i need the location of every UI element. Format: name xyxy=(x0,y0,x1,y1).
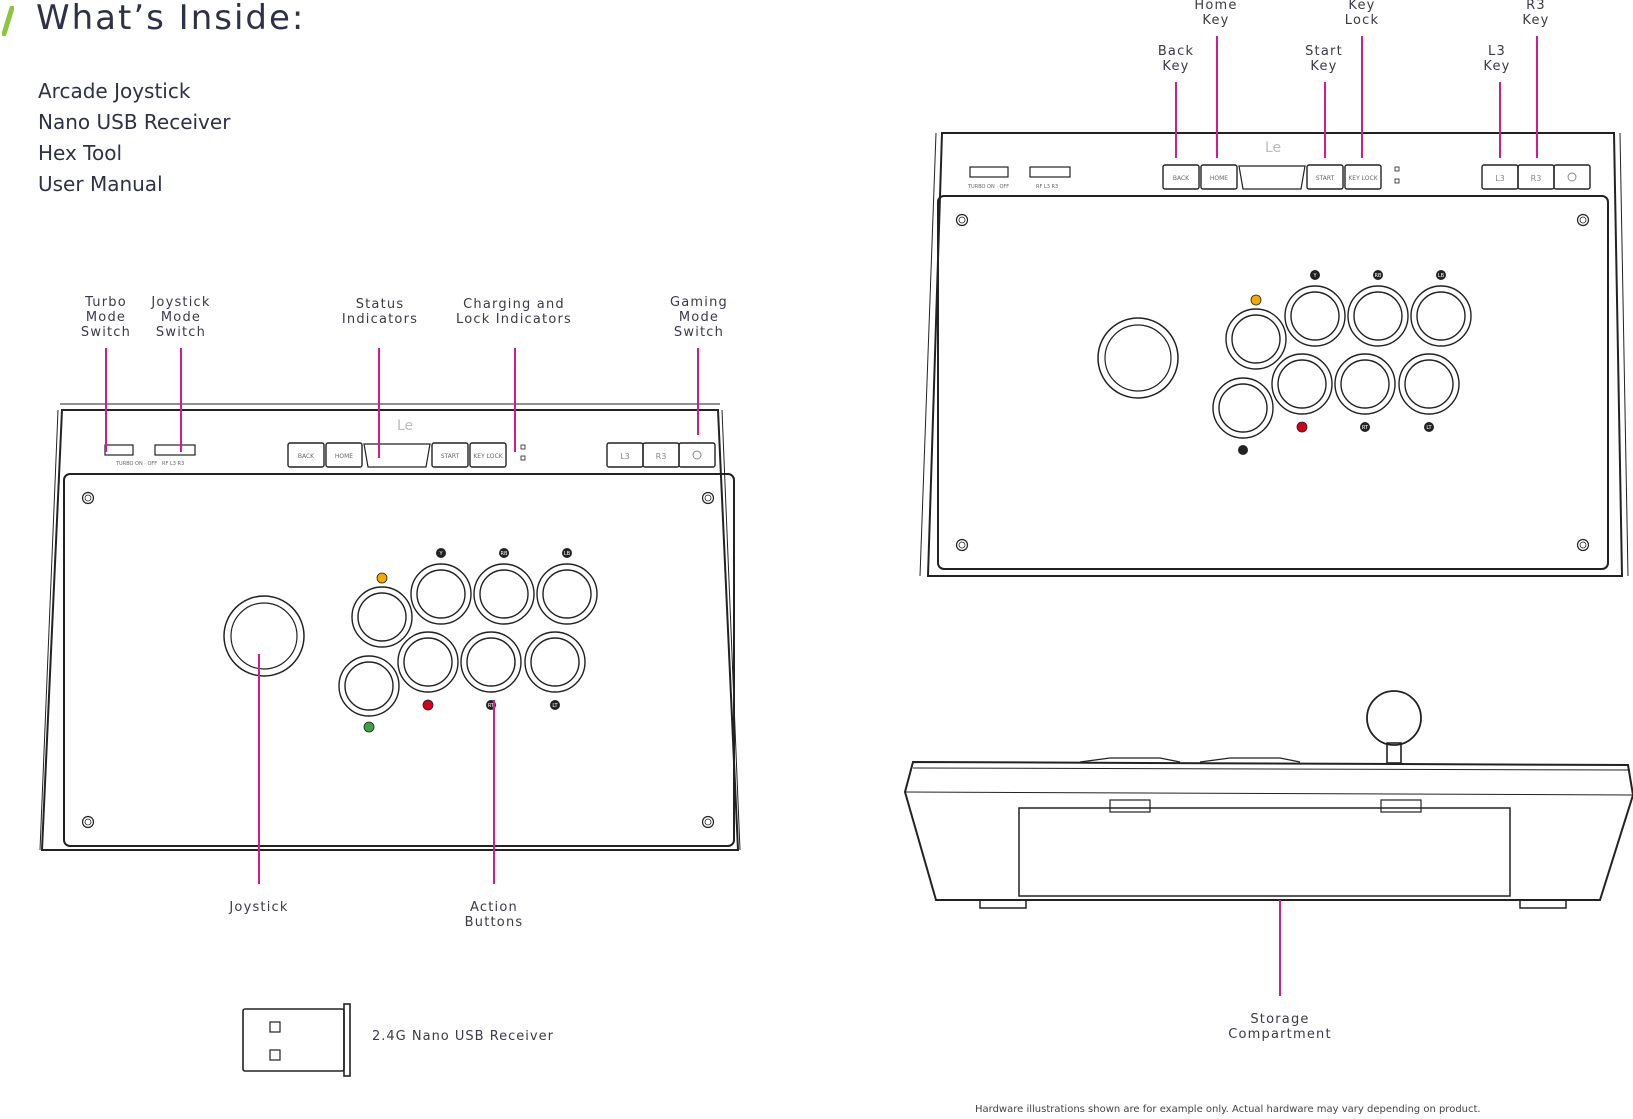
turbo-mode-switch-label: Turbo Mode Switch xyxy=(80,295,132,340)
r3-key-callout: R3 Key xyxy=(1522,0,1550,28)
start-key-label: START xyxy=(440,453,460,460)
list-item: Arcade Joystick xyxy=(38,79,191,103)
r3-key-label: R3 xyxy=(655,452,667,461)
start-key-label: START xyxy=(1315,175,1335,182)
r3-key-label: R3 xyxy=(1530,174,1542,183)
list-item: Hex Tool xyxy=(38,141,123,165)
list-item: User Manual xyxy=(38,172,163,196)
l3-key-callout: L3 Key xyxy=(1483,44,1511,74)
page-title: What’s Inside: xyxy=(36,0,306,38)
usb-receiver-icon xyxy=(243,1004,350,1076)
y-label: Y xyxy=(439,551,443,557)
charging-lock-indicators-label: Charging and Lock Indicators xyxy=(456,297,572,327)
side-view-joystick xyxy=(905,691,1633,908)
back-key-callout: Back Key xyxy=(1157,44,1195,74)
rb-label: RB xyxy=(500,551,508,557)
front-view-joystick xyxy=(40,404,740,850)
joystick-label: Joystick xyxy=(229,900,289,915)
key-lock-label: KEY LOCK xyxy=(1348,175,1378,182)
top-callout-lines xyxy=(1176,36,1537,158)
svg-text:TURBO ON · OFF: TURBO ON · OFF xyxy=(968,184,1010,190)
status-indicators-label: Status Indicators xyxy=(341,297,419,327)
lt-label: LT xyxy=(1426,425,1432,431)
lb-label: LB xyxy=(563,551,571,557)
lt-label: LT xyxy=(552,703,558,709)
y-label: Y xyxy=(1313,273,1317,279)
l3-key-label: L3 xyxy=(620,452,630,461)
rb-label: RB xyxy=(1374,273,1382,279)
l3-key-label: L3 xyxy=(1495,174,1505,183)
gaming-mode-switch-label: Gaming Mode Switch xyxy=(669,295,729,340)
joystick-mode-switch-label: Joystick Mode Switch xyxy=(151,295,211,340)
svg-text:RF L3 R3: RF L3 R3 xyxy=(162,461,185,467)
back-key-label: BACK xyxy=(1172,175,1190,182)
list-item: Nano USB Receiver xyxy=(38,110,231,134)
rt-label: RT xyxy=(487,703,495,709)
lb-label: LB xyxy=(1437,273,1445,279)
key-lock-callout: Key Lock xyxy=(1344,0,1380,28)
receiver-label: 2.4G Nano USB Receiver xyxy=(372,1029,554,1044)
key-lock-label: KEY LOCK xyxy=(473,453,503,460)
storage-compartment-label: Storage Compartment xyxy=(1228,1012,1332,1042)
home-key-label: HOME xyxy=(1209,175,1229,182)
back-key-label: BACK xyxy=(297,453,315,460)
svg-text:Le: Le xyxy=(1265,140,1282,156)
start-key-callout: Start Key xyxy=(1305,44,1343,74)
svg-text:RF L3 R3: RF L3 R3 xyxy=(1036,184,1059,190)
rt-label: RT xyxy=(1361,425,1369,431)
action-buttons-label: Action Buttons xyxy=(464,900,524,930)
svg-text:TURBO ON · OFF: TURBO ON · OFF xyxy=(116,461,158,467)
home-key-callout: Home Key xyxy=(1194,0,1238,28)
disclaimer: Hardware illustrations shown are for example only. Actual hardware may vary depending on product. xyxy=(975,1104,1481,1115)
svg-text:Le: Le xyxy=(397,418,414,434)
top-view-joystick xyxy=(920,133,1628,576)
home-key-label: HOME xyxy=(334,453,354,460)
